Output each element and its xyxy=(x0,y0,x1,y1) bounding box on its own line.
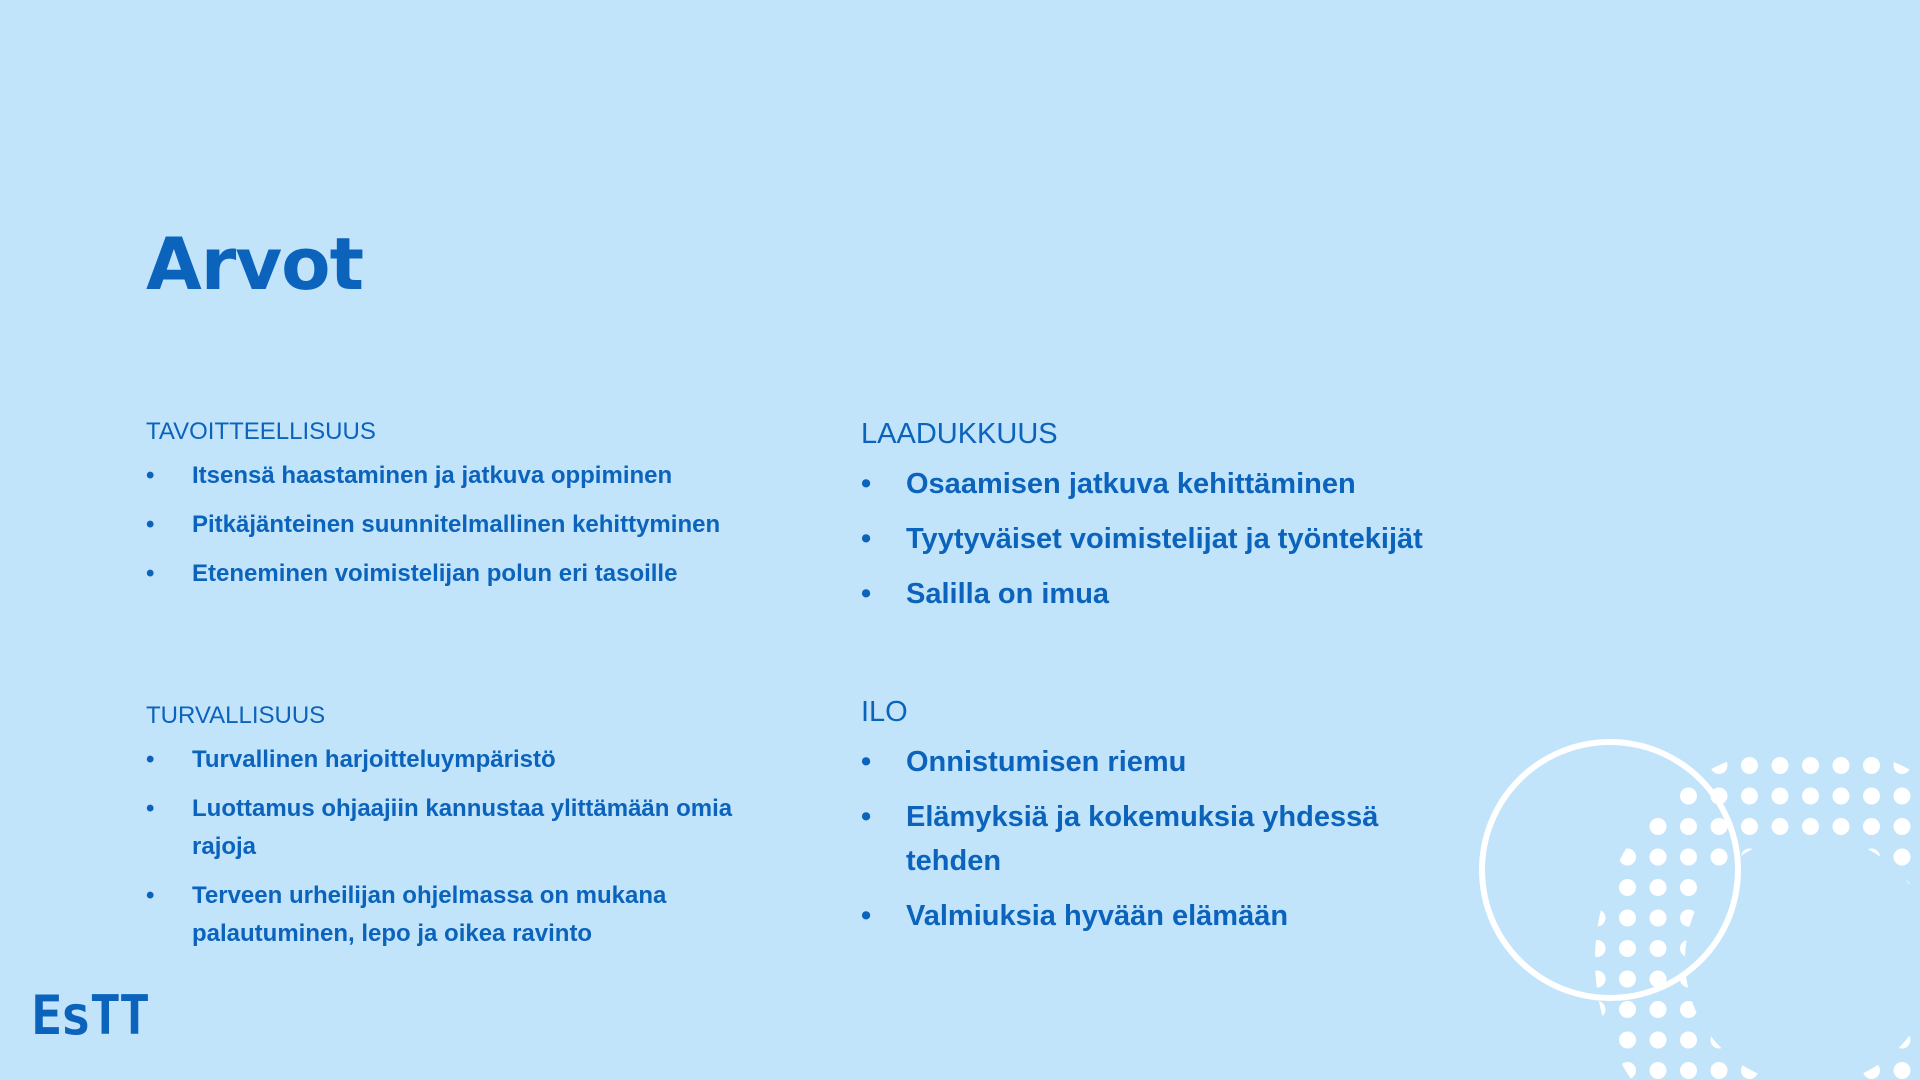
bullet-icon: • xyxy=(861,900,872,932)
bullet-icon: • xyxy=(146,511,155,538)
section-heading: TAVOITTEELLISUUS xyxy=(146,418,376,445)
bullet-icon: • xyxy=(146,560,155,587)
list-item: • Salilla on imua xyxy=(861,572,1481,616)
list-item: • Osaamisen jatkuva kehittäminen xyxy=(861,462,1481,506)
list-item: • Onnistumisen riemu xyxy=(861,740,1481,784)
section-tavoitteellisuus xyxy=(146,418,766,593)
bullet-icon: • xyxy=(861,746,872,778)
section-heading: LAADUKKUUS xyxy=(861,418,1058,450)
section-turvallisuus xyxy=(146,702,766,953)
list-item: • Luottamus ohjaajiin kannustaa ylittämään omia rajoja xyxy=(146,790,766,866)
bullet-icon: • xyxy=(146,462,155,489)
section-heading: ILO xyxy=(861,696,908,728)
section-ilo xyxy=(861,696,1481,938)
page-title: Arvot xyxy=(146,222,364,306)
decorative-circles-icon xyxy=(1460,720,1920,1080)
bullet-icon: • xyxy=(861,801,872,833)
list-item: • Tyytyväiset voimistelijat ja työntekijät xyxy=(861,517,1481,561)
list-item: • Pitkäjänteinen suunnitelmallinen kehittyminen xyxy=(146,506,766,544)
bullet-icon: • xyxy=(861,578,872,610)
section-heading: TURVALLISUUS xyxy=(146,702,326,729)
bullet-list xyxy=(861,740,1481,938)
list-item: • Eteneminen voimistelijan polun eri tasoille xyxy=(146,555,766,593)
bullet-icon: • xyxy=(146,746,155,773)
list-item: • Terveen urheilijan ohjelmassa on mukana palautuminen, lepo ja oikea ravinto xyxy=(146,877,766,953)
bullet-icon: • xyxy=(861,468,872,500)
bullet-icon: • xyxy=(146,882,155,909)
bullet-icon: • xyxy=(146,795,155,822)
estt-logo: EsTT xyxy=(31,984,149,1048)
list-item: • Turvallinen harjoitteluympäristö xyxy=(146,741,766,779)
bullet-icon: • xyxy=(861,523,872,555)
list-item: • Elämyksiä ja kokemuksia yhdessä tehden xyxy=(861,795,1446,883)
list-item: • Itsensä haastaminen ja jatkuva oppiminen xyxy=(146,457,766,495)
bullet-list xyxy=(146,457,766,593)
bullet-list xyxy=(146,741,766,953)
bullet-list xyxy=(861,462,1481,616)
section-laadukkuus xyxy=(861,418,1481,616)
list-item: • Valmiuksia hyvään elämään xyxy=(861,894,1481,938)
